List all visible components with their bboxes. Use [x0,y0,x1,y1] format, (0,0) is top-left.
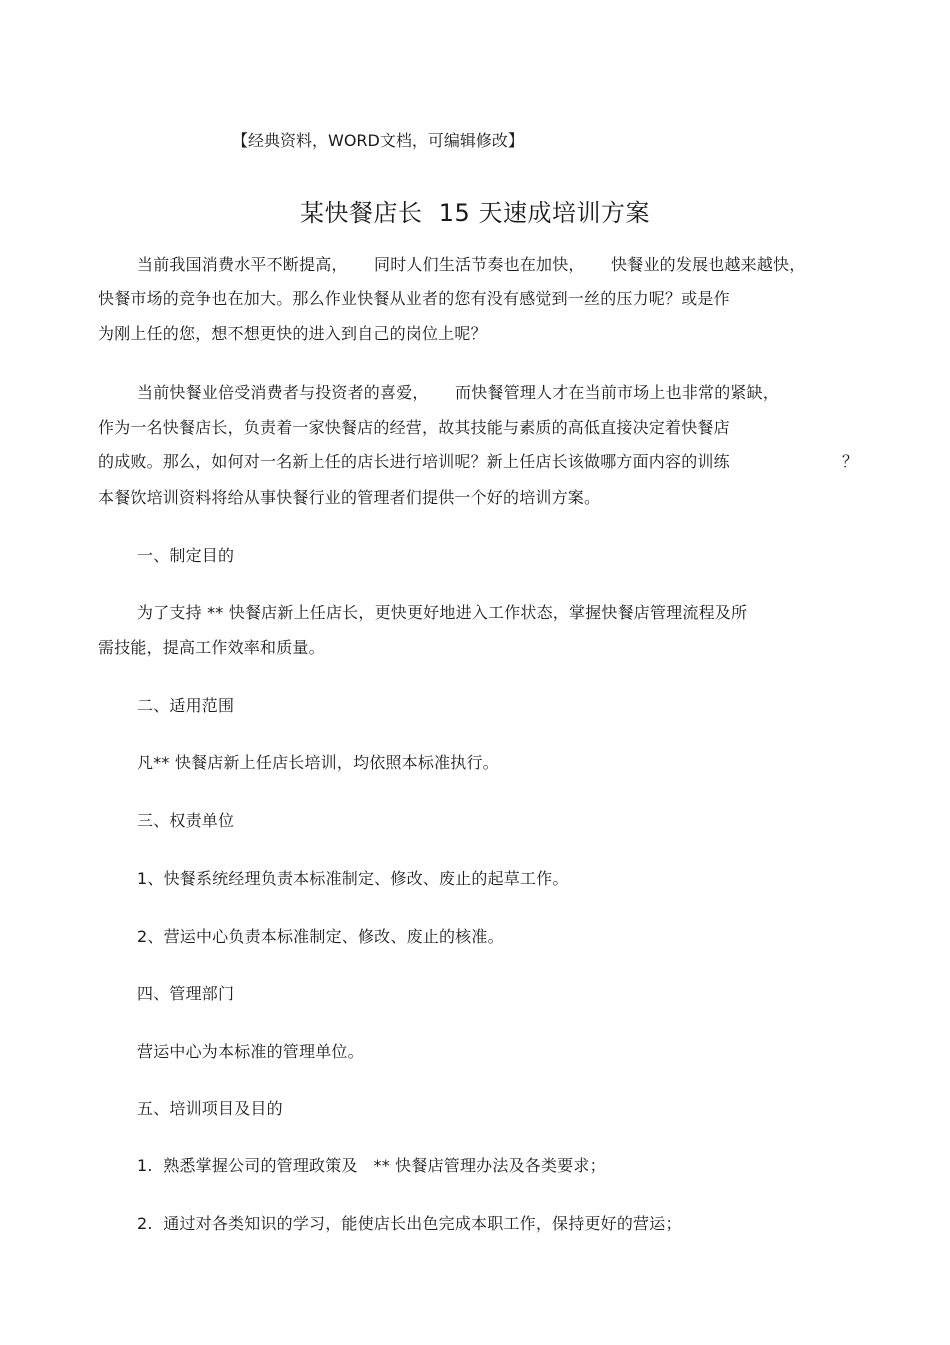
section-1-line-2: 需技能，提高工作效率和质量。 [98,638,325,657]
document-title: 某快餐店长 15 天速成培训方案 [300,199,650,227]
section-2-heading: 二、适用范围 [137,696,235,715]
intro1-line-1: 当前我国消费水平不断提高， 同时人们生活节奏也在加快， 快餐业的发展也越来越快， [137,255,806,274]
section-5-heading: 五、培训项目及目的 [137,1099,283,1118]
intro2-line-2: 作为一名快餐店长，负责着一家快餐店的经营，故其技能与素质的高低直接决定着快餐店 [98,418,730,437]
intro2-line-1: 当前快餐业倍受消费者与投资者的喜爱， 而快餐管理人才在当前市场上也非常的紧缺， [137,383,780,402]
section-3-item-1: 1、快餐系统经理负责本标准制定、修改、废止的起草工作。 [137,869,569,888]
intro1-line-2: 快餐市场的竞争也在加大。那么作业快餐从业者的您有没有感觉到一丝的压力呢？或是作 [98,289,730,308]
section-4-body: 营运中心为本标准的管理单位。 [137,1042,364,1061]
intro2-question-mark: ？ [842,452,859,471]
intro2-line-4: 本餐饮培训资料将给从事快餐行业的管理者们提供一个好的培训方案。 [98,488,601,507]
section-5-item-1: 1. 熟悉掌握公司的管理政策及 ** 快餐店管理办法及各类要求； [137,1156,606,1175]
section-3-item-2: 2、营运中心负责本标准制定、修改、废止的核准。 [137,927,504,946]
section-3-heading: 三、权责单位 [137,811,235,830]
section-4-heading: 四、管理部门 [137,984,235,1003]
section-5-item-2: 2. 通过对各类知识的学习，能使店长出色完成本职工作，保持更好的营运； [137,1214,682,1233]
section-1-line-1: 为了支持 ** 快餐店新上任店长，更快更好地进入工作状态，掌握快餐店管理流程及所 [137,603,748,622]
intro2-line-3: 的成败。那么，如何对一名新上任的店长进行培训呢？新上任店长该做哪方面内容的训练 [98,452,730,471]
intro1-line-3: 为刚上任的您，想不想更快的进入到自己的岗位上呢？ [98,324,487,343]
section-1-heading: 一、制定目的 [137,546,235,565]
section-2-body: 凡** 快餐店新上任店长培训，均依照本标准执行。 [137,753,499,772]
document-banner: 【经典资料，WORD文档，可编辑修改】 [232,131,524,150]
